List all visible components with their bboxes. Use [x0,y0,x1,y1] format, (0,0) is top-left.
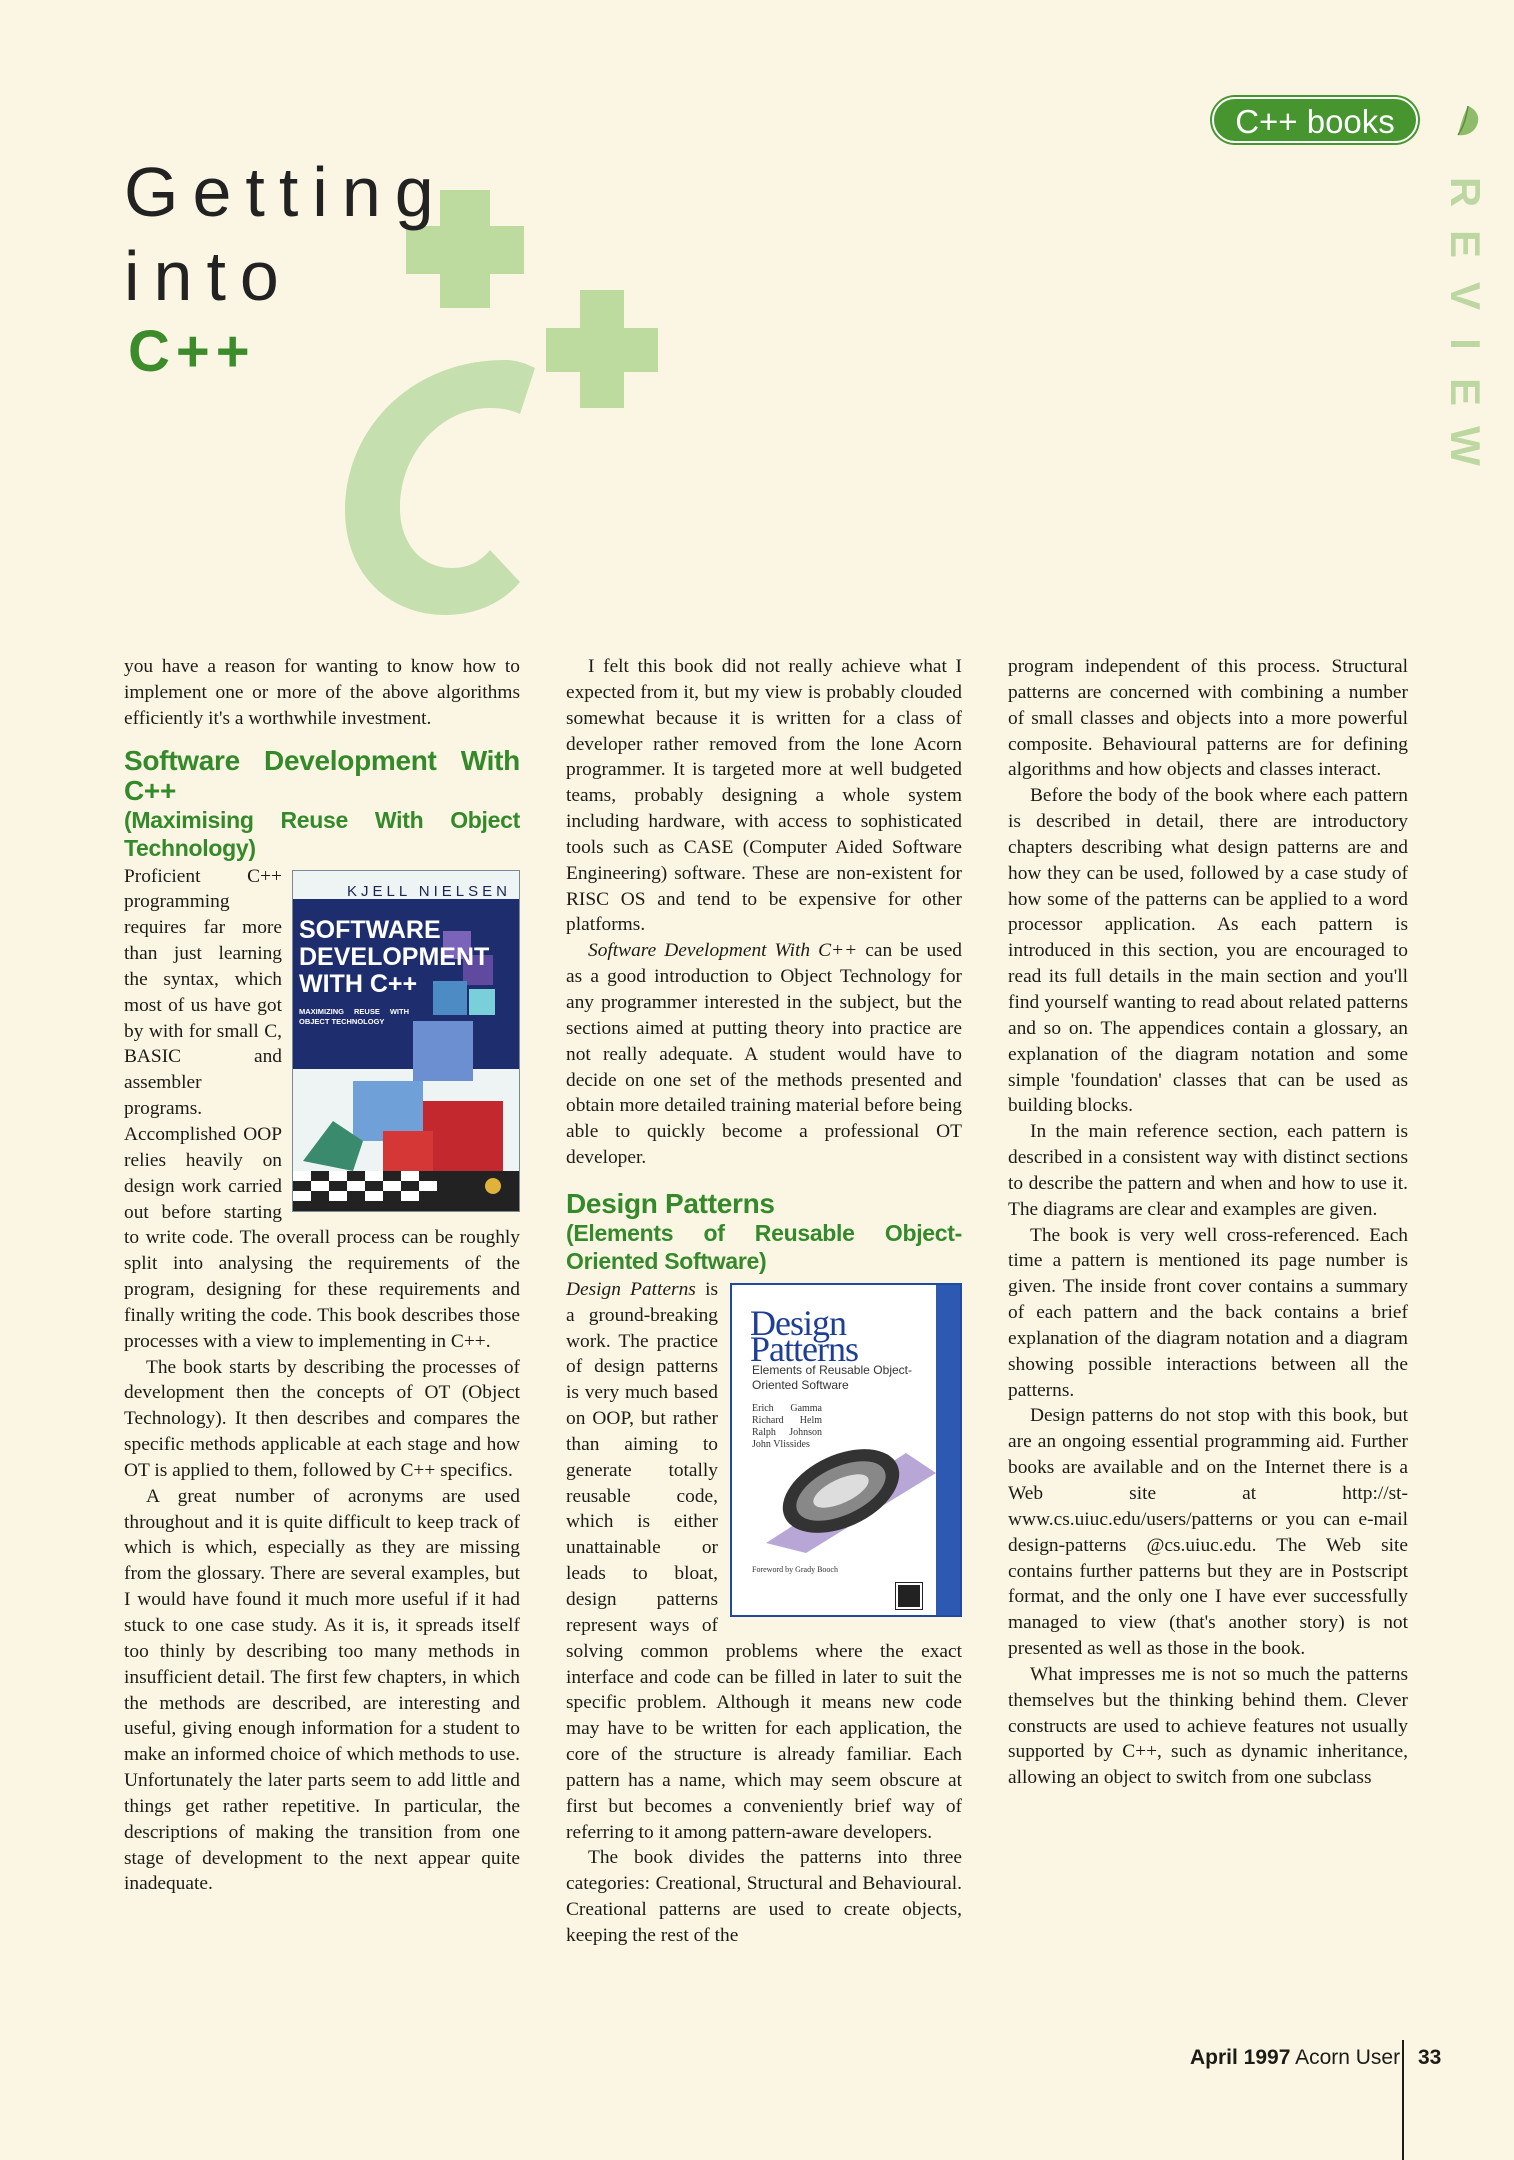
review1-title: Software Development With C++ [124,744,520,806]
review-letter: V [1442,281,1489,310]
publisher-logo [896,1583,922,1609]
footer-date: April 1997 [1190,2046,1291,2069]
c-plus-plus-artwork [330,190,800,620]
headline-line-2: into [124,237,293,315]
cover2-authors: Erich Gamma Richard Helm Ralph Johnson John Vlissides [752,1402,822,1450]
review1-subtitle: (Maximising Reuse With Object Technology) [124,806,520,861]
cover1-title: SOFTWARE DEVELOPMENT WITH C++ [299,915,490,998]
col2-paragraph-2-text: can be used as a good introduction to Object Technology for any programmer interested in the subject, but the sections aimed at putting theory into practice are not really adequate. A student would have to decide on one set of the methods presented and obtain more detailed training material before being able to quickly become a professional OT developer. [566,940,963,1169]
col2-paragraph-3-text: is a ground-breaking work. The practice of design patterns is very much based on OOP, but rather than aiming to generate totally reusable code, which is either unattainable or leads to bloat, design patterns represent ways of solving common problems where the exact interface and code can be filled in later to suit the specific problem. Although it means new code may have to be written for each application, the core of the structure is already familiar. Each pattern has a name, which may seem obscure at first but becomes a conveniently brief way of referring to it among pattern-aware developers. [566,1278,962,1843]
page-number: 33 [1418,2046,1442,2069]
review-letter: R [1442,176,1489,208]
headline-line-3: C++ [128,319,256,384]
cover2-foreword: Foreword by Grady Booch [752,1564,838,1574]
col2-paragraph-4: The book divides the patterns into three categories: Creational, Structural and Behavioural. Creational patterns are used to create objects, keeping the rest of the [566,1847,962,1946]
book-cover-design-patterns [730,1283,962,1617]
col3-paragraph-3: In the main reference section, each pattern is described in a consistent way with distinct sections to describe the pattern and when and how to use it. The diagrams are clear and examples are given. [1008,1121,1408,1220]
col1-paragraph-1: Proficient C++ programming requires far more than just learning the syntax, which most of us have got by with for small C, BASIC and assembler programs. Accomplished OOP relies heavily on design work carried out before starting to write code. The overall process can be roughly split into analysing the requirements of the program, designing for these requirements and finally writing the code. This book describes those processes with a view to implementing in C++. [124,865,520,1352]
footer-divider [1402,2040,1404,2160]
col2-paragraph-1: I felt this book did not really achieve what I expected from it, but my view is probably clouded somewhat because it is written for a class of developer rather removed from the lone Acorn programmer. It is targeted more at well budgeted teams, probably designing a whole system including hardware, with access to sophisticated tools such as CASE (Computer Aided Software Engineering) software. These are non-existent for RISC OS and tend to be expensive for other platforms. [566,656,962,936]
cover1-author: KJELL NIELSEN [347,882,511,900]
footer-magazine: Acorn User [1295,2046,1401,2069]
book-cover-software-development [292,870,520,1212]
col1-paragraph-2: The book starts by describing the processes of development then the concepts of OT (Object Technology). It then describes and compares the specific methods applicable at each stage and how OT is applied to them, followed by C++ specifics. [124,1356,520,1481]
review-letter: E [1442,229,1489,258]
col3-paragraph-1: program independent of this process. Structural patterns are concerned with combining a number of small classes and objects into a more powerful composite. Behavioural patterns are for defining algorithms and how objects and classes interact. [1008,656,1408,781]
review2-title: Design Patterns [566,1187,775,1219]
review-rail [1440,168,1490,488]
col3-paragraph-5: Design patterns do not stop with this book, but are an ongoing essential programming aid. Further books are available and on the Internet there is a Web site at http://st-www.cs.uiuc.edu/users/patterns or you can e-mail design-patterns @cs.uiuc.edu. The Web site contains further patterns but they are in Postscript format, and the only one I have ever successfully managed to view (that's another story) is not presented as well as those in the book. [1008,1405,1408,1660]
col1-paragraph-3: A great number of acronyms are used throughout and it is quite difficult to keep track of which is which, especially as they are missing from the glossary. There are several examples, but I would have found it much more useful if it had stuck to one case study. As it is, it spreads itself too thinly by describing too many methods in insufficient detail. The first few chapters, in which the methods are described, are interesting and useful, giving enough information for a student to make an informed choice of which methods to use. Unfortunately the later parts seem to add little and things get rather repetitive. In particular, the descriptions of making the transition from one stage of development to the next appear quite inadequate. [124,1485,520,1895]
section-tag: C++ books [1212,97,1418,143]
col3-paragraph-2: Before the body of the book where each pattern is described in detail, there are introductory chapters describing what design patterns are and how they can be used, followed by a case study of how some of the patterns can be applied to a word processor application. As each pattern is introduced in this section, you are encouraged to read its full details in the main section and you'll find yourself wanting to read about related patterns and so on. The appendices contain a glossary, an explanation of the diagram notation and some simple 'foundation' classes that can be used as building blocks. [1008,785,1408,1117]
review2-subtitle: (Elements of Reusable Object-Oriented Software) [566,1219,962,1274]
col3-paragraph-6: What impresses me is not so much the patterns themselves but the thinking behind them. Clever constructs are used to achieve features not usually supported by C++, such as dynamic inheritance, allowing an object to switch from one subclass [1008,1663,1408,1789]
cover2-art [746,1413,946,1553]
column-1 [124,654,520,1897]
column-3 [1008,654,1408,1791]
col3-paragraph-4: The book is very well cross-referenced. Each time a pattern is mentioned its page number is given. The inside front cover contains a summary of each pattern and the back contains a brief explanation of the diagram notation and a diagram showing possible interactions between all the patterns. [1008,1224,1408,1401]
book-title-ref: Design Patterns [566,1278,696,1300]
column-2 [566,654,962,1949]
cover2-title: Design Patterns [750,1302,858,1369]
footer [1190,2046,1400,2070]
review-letter: E [1442,377,1489,406]
book-title-ref: Software Development With C++ [588,940,858,962]
col1-intro: you have a reason for wanting to know how to implement one or more of the above algorithms efficiently it's a worthwhile investment. [124,656,520,729]
cover1-subtitle: MAXIMIZING REUSE WITH OBJECT TECHNOLOGY [299,1006,409,1026]
review-letter: W [1442,426,1489,466]
cover2-subtitle: Elements of Reusable Object-Oriented Software [752,1362,912,1392]
review-letter: I [1442,338,1489,350]
leaf-icon [1452,104,1484,138]
col2-paragraph-2 [566,938,962,1171]
headline-line-1: Getting [124,153,448,231]
